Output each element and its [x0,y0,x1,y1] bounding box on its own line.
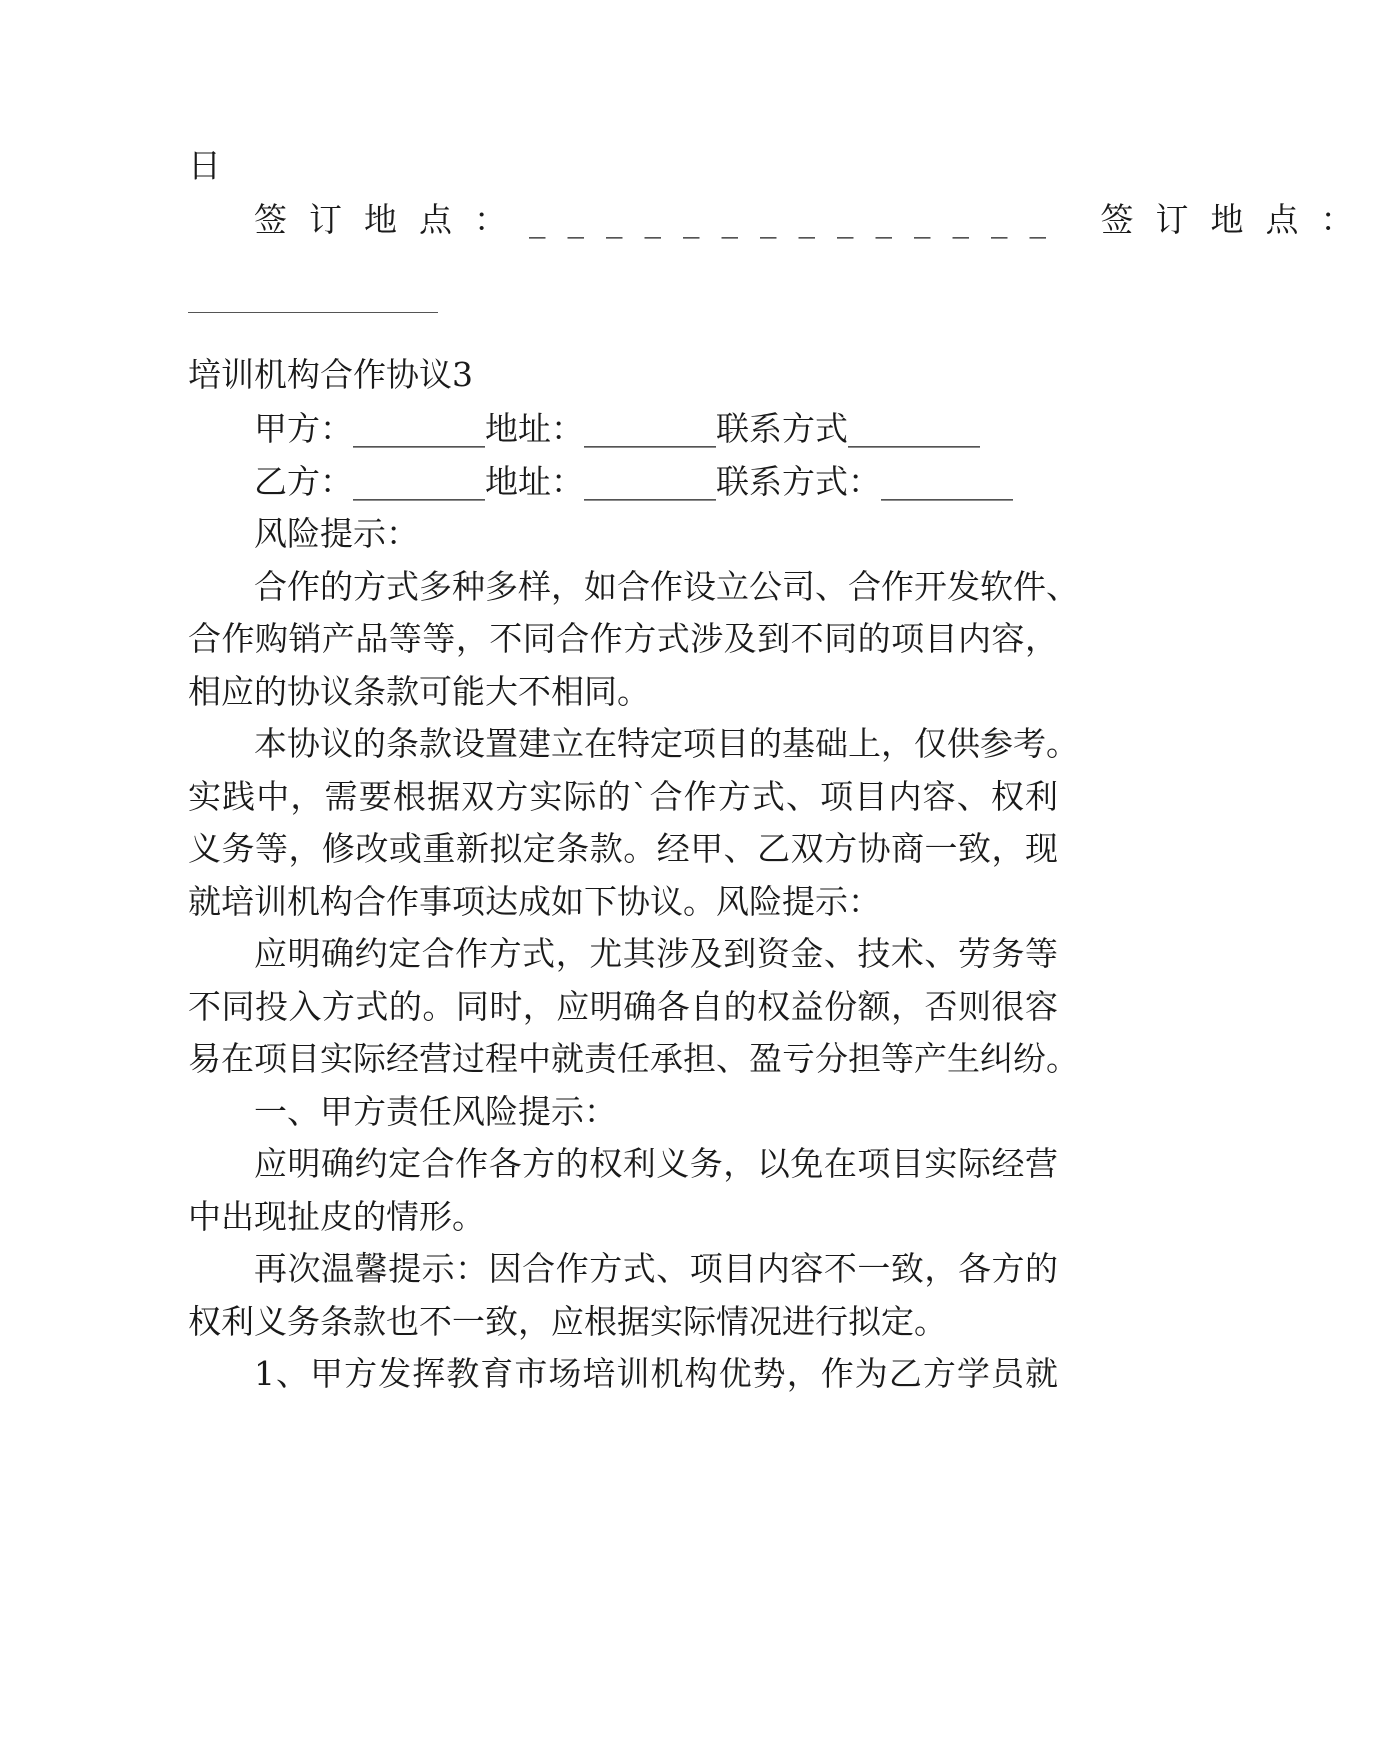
paragraph-line: 中出现扯皮的情形。 [188,1197,485,1236]
risk-heading: 风险提示： [254,514,419,553]
paragraph-line: 易在项目实际经营过程中就责任承担、盈亏分担等产生纠纷。 [188,1039,1079,1078]
paragraph-line: 合作购销产品等等，不同合作方式涉及到不同的项目内容， [188,619,1058,658]
paragraph-line: 实践中，需要根据双方实际的`合作方式、项目内容、权利 [188,777,1058,816]
signing-place-blank [188,312,438,313]
section-heading: 一、甲方责任风险提示： [254,1092,617,1131]
paragraph-line: 就培训机构合作事项达成如下协议。风险提示： [188,882,881,921]
paragraph-line: 应明确约定合作方式，尤其涉及到资金、技术、劳务等 [254,934,1058,973]
signing-place-line: 签订地点：______________ 签订地点： [254,200,1376,239]
paragraph-line: 1、甲方发挥教育市场培训机构优势，作为乙方学员就 [254,1354,1058,1393]
paragraph-line: 再次温馨提示：因合作方式、项目内容不一致，各方的 [254,1249,1058,1288]
paragraph-line: 不同投入方式的。同时，应明确各自的权益份额，否则很容 [188,987,1058,1026]
paragraph-line: 权利义务条款也不一致，应根据实际情况进行拟定。 [188,1302,947,1341]
paragraph-line: 义务等，修改或重新拟定条款。经甲、乙双方协商一致，现 [188,829,1058,868]
paragraph-line: 本协议的条款设置建立在特定项目的基础上，仅供参考。 [254,724,1079,763]
date-fragment: 日 [188,146,221,185]
agreement-title: 培训机构合作协议3 [188,355,473,394]
paragraph-line: 合作的方式多种多样，如合作设立公司、合作开发软件、 [254,567,1079,606]
paragraph-line: 应明确约定合作各方的权利义务，以免在项目实际经营 [254,1144,1058,1183]
paragraph-line: 相应的协议条款可能大不相同。 [188,672,650,711]
party-a-line: 甲方：________地址：________联系方式________ [254,409,980,448]
party-b-line: 乙方：________地址：________联系方式：________ [254,462,1013,501]
